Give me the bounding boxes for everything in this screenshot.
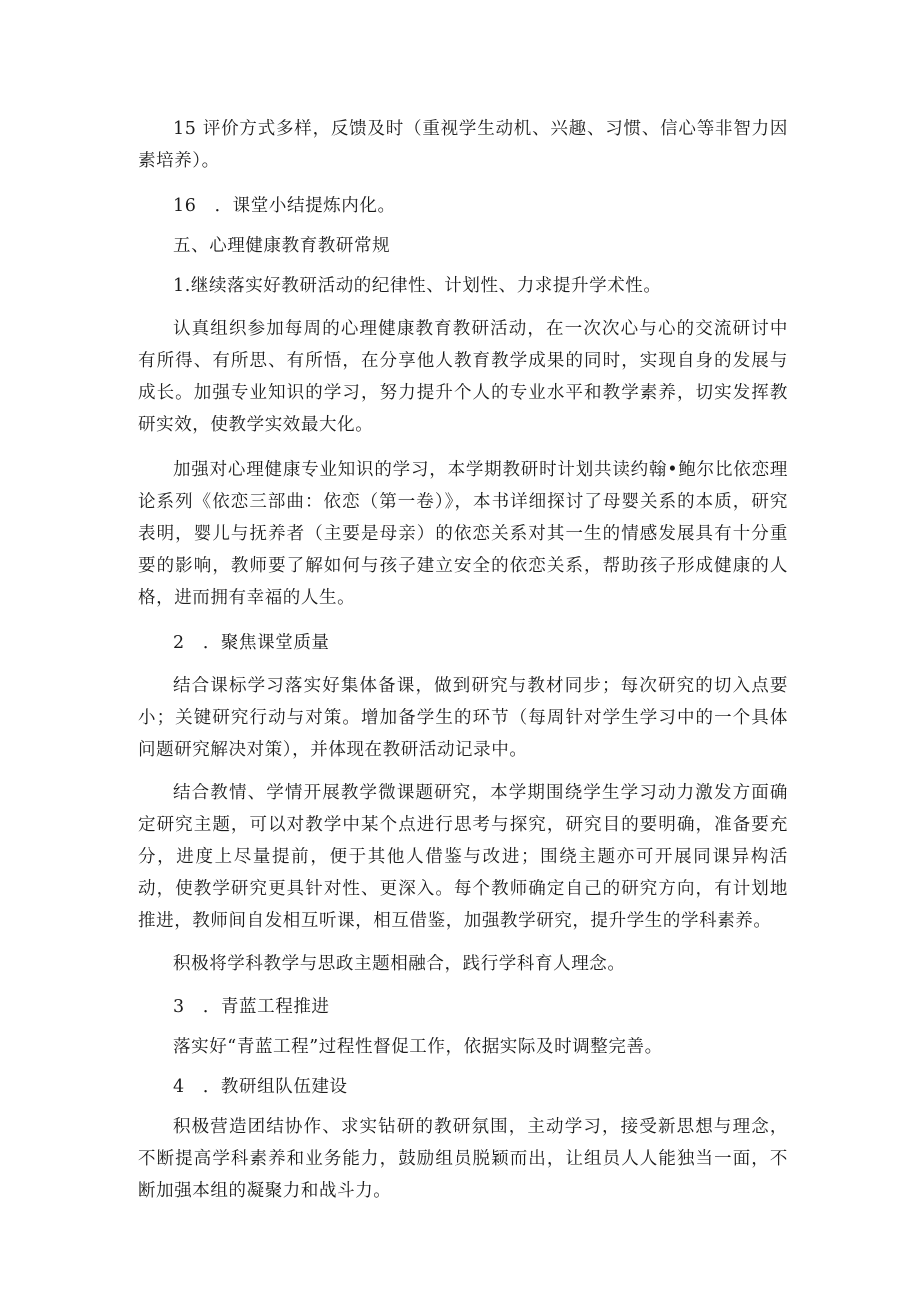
paragraph-lesson-prep: 结合课标学习落实好集体备课，做到研究与教材同步；每次研究的切入点要小；关键研究行动与对策。增加备学生的环节（每周针对学生学习中的一个具体问题研究解决对策），并体现在教研活动记录中。 [138, 676, 788, 760]
paragraph-summary: 16 ．课堂小结提炼内化。 [173, 196, 396, 216]
paragraph-evaluation: 15 评价方式多样，反馈及时（重视学生动机、兴趣、习惯、信心等非智力因素培养）。 [138, 119, 788, 171]
subheading-2: 2 ．聚焦课堂质量 [173, 633, 330, 653]
paragraph-micro-research: 结合教情、学情开展教学微课题研究，本学期围绕学生学习动力激发方面确定研究主题，可以对教学中某个点进行思考与探究，研究目的要明确，准备要充分，进度上尽量提前，便于其他人借鉴与改进；围绕主题亦可开展同课异构活动，使教学研究更具针对性、更深入。每个教师确定自己的研究方向，有计划地推进，教师间自发相互听课，相互借鉴，加强教学研究，提升学生的学科素养。 [138, 783, 788, 931]
paragraph-reading-plan: 加强对心理健康专业知识的学习，本学期教研时计划共读约翰•鲍尔比依恋理论系列《依恋三部曲：依恋（第一卷）》，本书详细探讨了母婴关系的本质，研究表明，婴儿与抚养者（主要是母亲）的依恋关系对其一生的情感发展具有十分重要的影响，教师要了解如何与孩子建立安全的依恋关系，帮助孩子形成健康的人格，进而拥有幸福的人生。 [138, 460, 788, 608]
paragraph-ideology: 积极将学科教学与思政主题相融合，践行学科育人理念。 [173, 954, 626, 974]
paragraph-weekly-activity: 认真组织参加每周的心理健康教育教研活动，在一次次心与心的交流研讨中有所得、有所思、有所悟，在分享他人教育教学成果的同时，实现自身的发展与成长。加强专业知识的学习，努力提升个人的专业水平和教学素养，切实发挥教研实效，使教学实效最大化。 [138, 319, 788, 435]
subheading-4: 4 ．教研组队伍建设 [173, 1077, 348, 1097]
paragraph-qinglan: 落实好“青蓝工程”过程性督促工作，依据实际及时调整完善。 [173, 1037, 663, 1057]
document-body [138, 113, 788, 1207]
section-heading-5: 五、心理健康教育教研常规 [173, 236, 391, 256]
paragraph-team-building: 积极营造团结协作、求实钻研的教研氛围，主动学习，接受新思想与理念，不断提高学科素养和业务能力，鼓励组员脱颖而出，让组员人人能独当一面，不断加强本组的凝聚力和战斗力。 [138, 1117, 788, 1201]
subheading-1: 1.继续落实好教研活动的纪律性、计划性、力求提升学术性。 [173, 276, 662, 296]
subheading-3: 3 ．青蓝工程推进 [173, 997, 330, 1017]
